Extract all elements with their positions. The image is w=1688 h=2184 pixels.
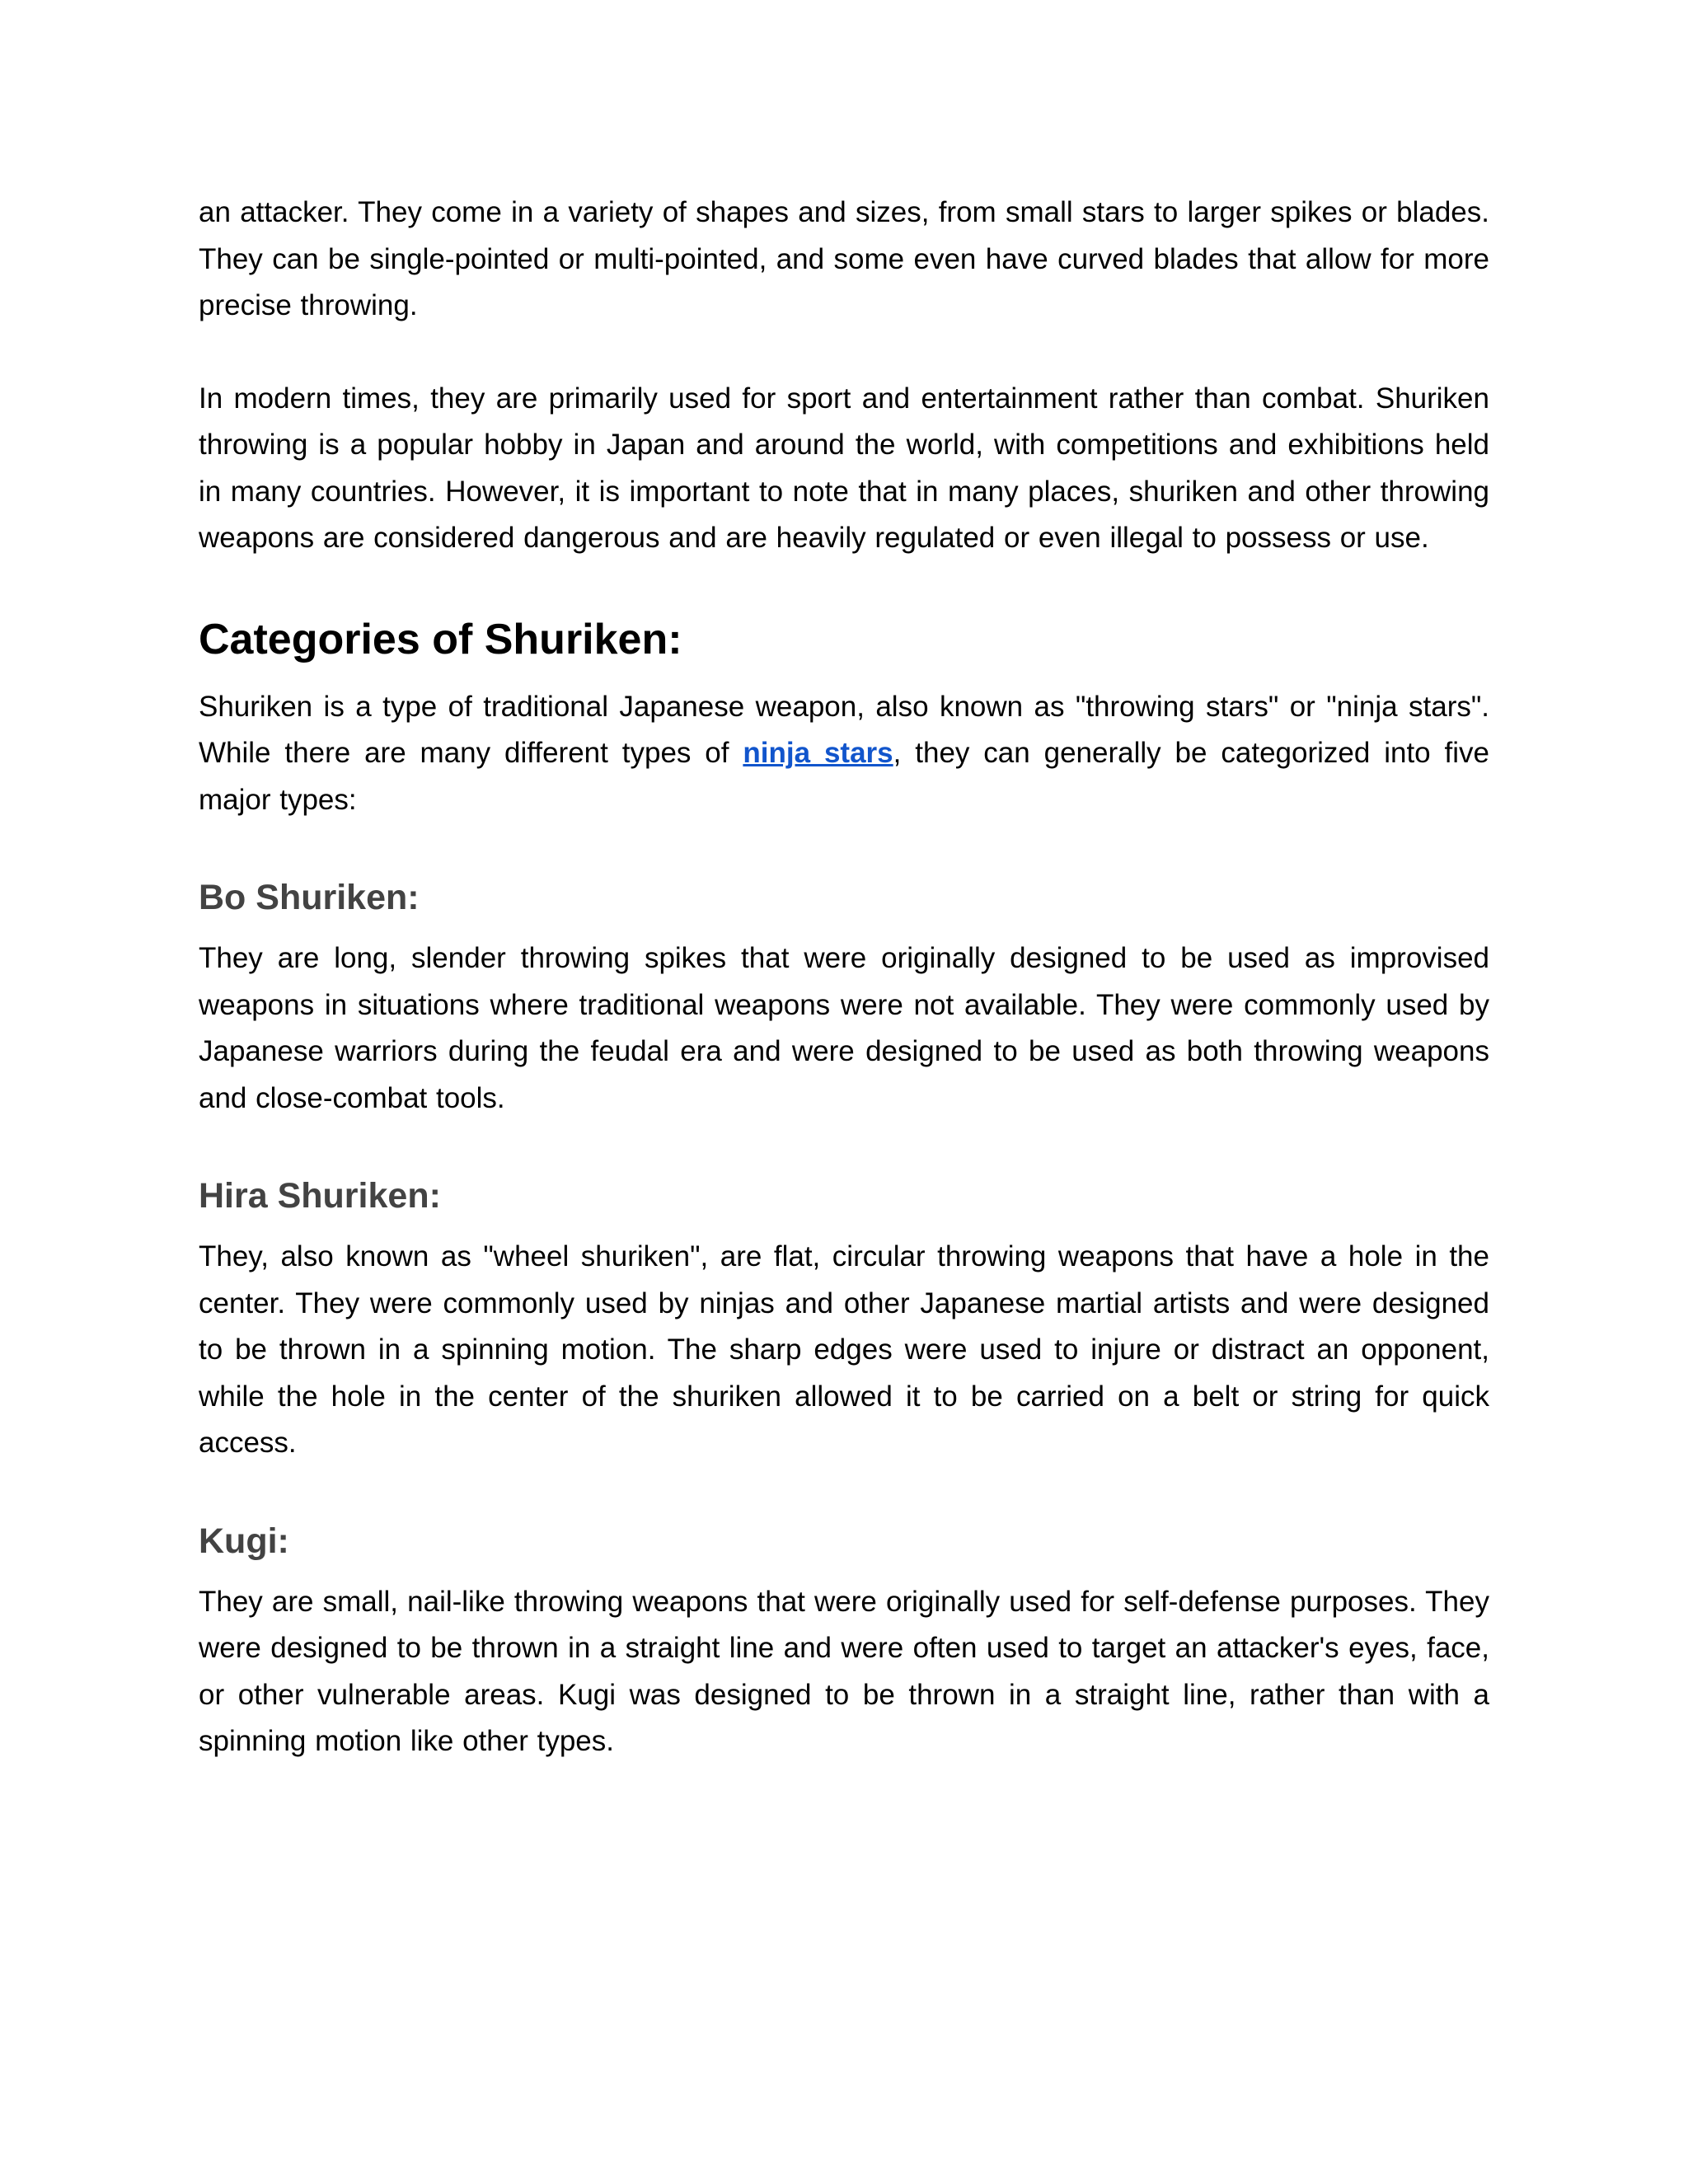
categories-intro-text-start: Shuriken is a type of traditional Japanese weapon, also known as "throwing stars" or "ninja stars". While there are many different types of [199, 690, 1489, 769]
categories-heading: Categories of Shuriken: [199, 615, 682, 663]
hira-shuriken-heading: Hira Shuriken: [199, 1176, 441, 1216]
bo-shuriken-heading: Bo Shuriken: [199, 878, 420, 917]
intro-paragraph-continued: an attacker. They come in a variety of shapes and sizes, from small stars to larger spikes or blades. They can be single-pointed or multi-pointed, and some even have curved blades that allow for more precise throwing. [199, 196, 1489, 321]
hira-shuriken-paragraph: They, also known as "wheel shuriken", are flat, circular throwing weapons that have a hole in the center. They were commonly used by ninjas and other Japanese martial artists and were designed to be thrown in a spinning motion. The sharp edges were used to injure or distract an opponent, while the hole in the center of the shuriken allowed it to be carried on a belt or string for quick access. [199, 1240, 1489, 1459]
kugi-paragraph: They are small, nail-like throwing weapons that were originally used for self-defense purposes. They were designed to be thrown in a straight line and were often used to target an attacker's eyes, face, or other vulnerable areas. Kugi was designed to be thrown in a straight line, rather than with a spinning motion like other types. [199, 1585, 1489, 1757]
categories-intro-text-end: , they can generally be categorized into five major types: [199, 737, 1490, 816]
categories-intro-paragraph [199, 684, 1489, 824]
document-page [199, 190, 1489, 1765]
modern-use-paragraph: In modern times, they are primarily used for sport and entertainment rather than combat. Shuriken throwing is a popular hobby in Japan and around the world, with competitions and exhibitions held in many countries. However, it is important to note that in many places, shuriken and other throwing weapons are considered dangerous and are heavily regulated or even illegal to possess or use. [199, 382, 1489, 554]
ninja-stars-link[interactable]: ninja stars [743, 737, 893, 769]
kugi-heading: Kugi: [199, 1521, 289, 1561]
bo-shuriken-paragraph: They are long, slender throwing spikes that were originally designed to be used as improvised weapons in situations where traditional weapons were not available. They were commonly used by Japanese warriors during the feudal era and were designed to be used as both throwing weapons and close-combat tools. [199, 942, 1489, 1114]
